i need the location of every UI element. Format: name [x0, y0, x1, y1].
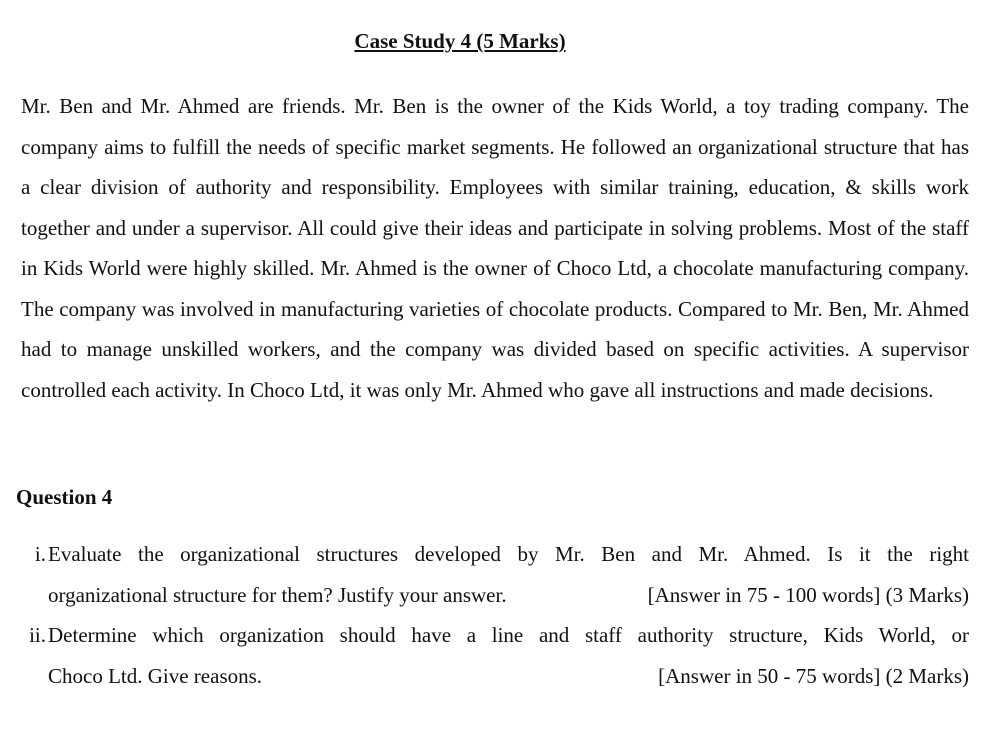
case-study-paragraph: Mr. Ben and Mr. Ahmed are friends. Mr. Ben is the owner of the Kids World, a toy trading company. The company aims to fulfill the needs of specific market segments. He followed an organizational structure that has a clear division of authority and responsibility. Employees with similar training, education, & skills work together and under a supervisor. All could give their ideas and participate in solving problems. Most of the staff in Kids World were highly skilled. Mr. Ahmed is the owner of Choco Ltd, a chocolate manufacturing company. The company was involved in manufacturing varieties of chocolate products. Compared to Mr. Ben, Mr. Ahmed had to manage unskilled workers, and the company was divided based on specific activities. A supervisor controlled each activity. In Choco Ltd, it was only Mr. Ahmed who gave all instructions and made decisions.	[21, 94, 969, 402]
question-marks: [Answer in 75 - 100 words] (3 Marks)	[647, 582, 969, 607]
question-text-line: organizational structure for them? Justify your answer.	[48, 582, 507, 607]
question-text-line: Evaluate the organizational structures developed by Mr. Ben and Mr. Ahmed. Is it the right	[48, 542, 969, 566]
question-number: i.	[34, 542, 46, 566]
question-text-line: Choco Ltd. Give reasons.	[48, 663, 263, 688]
question-item-1	[10, 534, 969, 615]
question-number: ii.	[29, 623, 46, 647]
question-heading: Question 4	[16, 485, 113, 509]
question-marks: [Answer in 50 - 75 words] (2 Marks)	[658, 663, 969, 688]
case-study-title: Case Study 4 (5 Marks)	[354, 29, 566, 53]
question-item-2	[10, 615, 969, 696]
question-text-line: Determine which organization should have a line and staff authority structure, Kids World, or	[48, 623, 969, 647]
